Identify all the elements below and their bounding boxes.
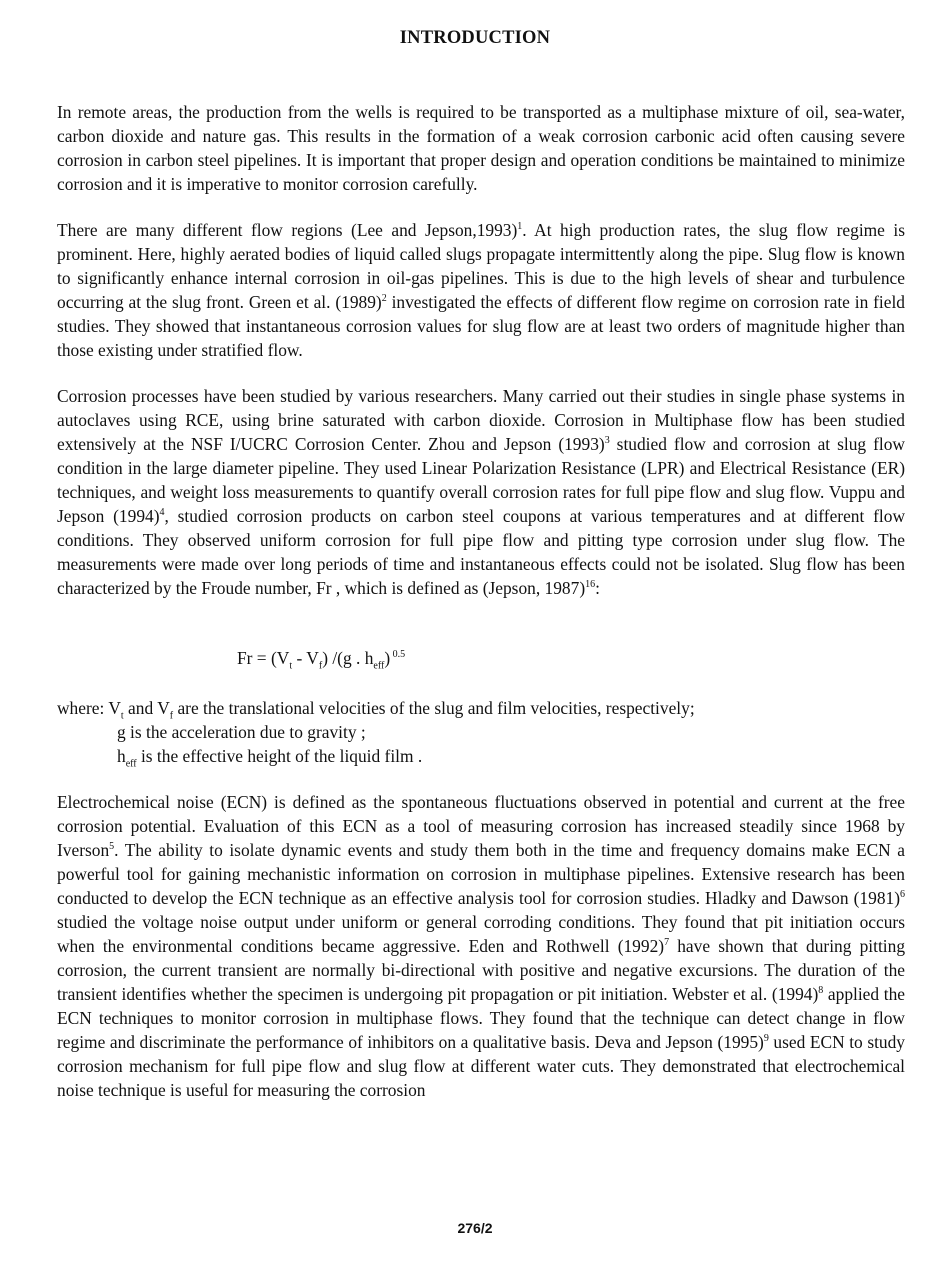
paragraph-corrosion-processes: Corrosion processes have been studied by various researchers. Many carried out their studies in single phase systems in autoclaves using RCE, using brine saturated with carbon dioxide. Corrosion in Multiphase flow has been studied extensively at the NSF I/UCRC Corrosion Center. Zhou and Jepson $(1993)^3$ studied flow and corrosion at slug flow condition in the large diameter pipeline. They used Linear Polarization Resistance (LPR) and Electrical Resistance (ER) techniques, and weight loss measurements to quantify overall corrosion rates for full pipe flow and slug flow. Vuppu and Jepson $(1994)^4$, studied corrosion products on carbon steel coupons at various temperatures and at different flow conditions. They observed uniform corrosion for full pipe flow and pitting type corrosion under slug flow. The measurements were made over long periods of time and instantaneous effects could not be isolated. Slug flow has been characterized by the Froude number, Fr , which is defined as (Jepson, 1987)$^{16}$: [57,386,906,598]
froude-equation: $Fr = (V_t - V_f)$ /(g . $h_{eff}$) $^{0.5}$ [237,648,406,672]
section-title: INTRODUCTION [399,28,551,48]
definition-gravity: g is the acceleration due to gravity ; [117,722,366,742]
paragraph-electrochemical-noise: Electrochemical noise (ECN) is defined as the spontaneous fluctuations observed in potential and current at the free corrosion potential. Evaluation of this ECN as a tool of measuring corrosion has increased steadily since 1968 by Iverson$^5$. The ability to isolate dynamic events and study them both in the time and frequency domains make ECN a powerful tool for gaining mechanistic information on corrosion in multiphase pipelines. Extensive research has been conducted to develop the ECN technique as an effective analysis tool for corrosion studies. Hladky and Dawson $(1981)^6$ studied the voltage noise output under uniform or general corroding conditions. They found that pit initiation occurs when the environmental conditions became aggressive. Eden and Rothwell $(1992)^7$ have shown that during pitting corrosion, the current transient are normally bi-directional with positive and negative excursions. The duration of the transient identifies whether the specimen is undergoing pit propagation or pit initiation. Webster et al. $(1994)^8$ applied the ECN techniques to monitor corrosion in multiphase flows. They found that the technique can detect change in flow regime and discriminate the performance of inhibitors on a qualitative basis. Deva and Jepson $(1995)^9$ used ECN to study corrosion mechanism for full pipe flow and slug flow at different water cuts. They demonstrated that electrochemical noise technique is useful for measuring the corrosion [57,792,906,1100]
paragraph-flow-regions: There are many different flow regions (Lee and Jepson,1993)$^1$. At high production rates, the slug flow regime is prominent. Here, highly aerated bodies of liquid called slugs propagate intermittently along the pipe. Slug flow is known to significantly enhance internal corrosion in oil-gas pipelines. This is due to the high levels of shear and turbulence occurring at the slug front. Green et al. $(1989)^2$ investigated the effects of different flow regime on corrosion rate in field studies. They showed that instantaneous corrosion values for slug flow are at least two orders of magnitude higher than those existing under stratified flow. [57,220,906,360]
equation-definitions [57,696,905,768]
page-number: 276/2 [457,1220,493,1236]
definition-velocities: where: $V_t$ and $V_f$ are the translational velocities of the slug and film velocities, respectively; [57,698,695,722]
definition-film-height: $h_{eff}$ is the effective height of the liquid film . [117,746,423,770]
paragraph-intro: In remote areas, the production from the wells is required to be transported as a multiphase mixture of oil, sea-water, carbon dioxide and nature gas. This results in the formation of a weak corrosion carbonic acid often causing severe corrosion in carbon steel pipelines. It is important that proper design and operation conditions be maintained to minimize corrosion and it is imperative to monitor corrosion carefully. [57,102,905,194]
